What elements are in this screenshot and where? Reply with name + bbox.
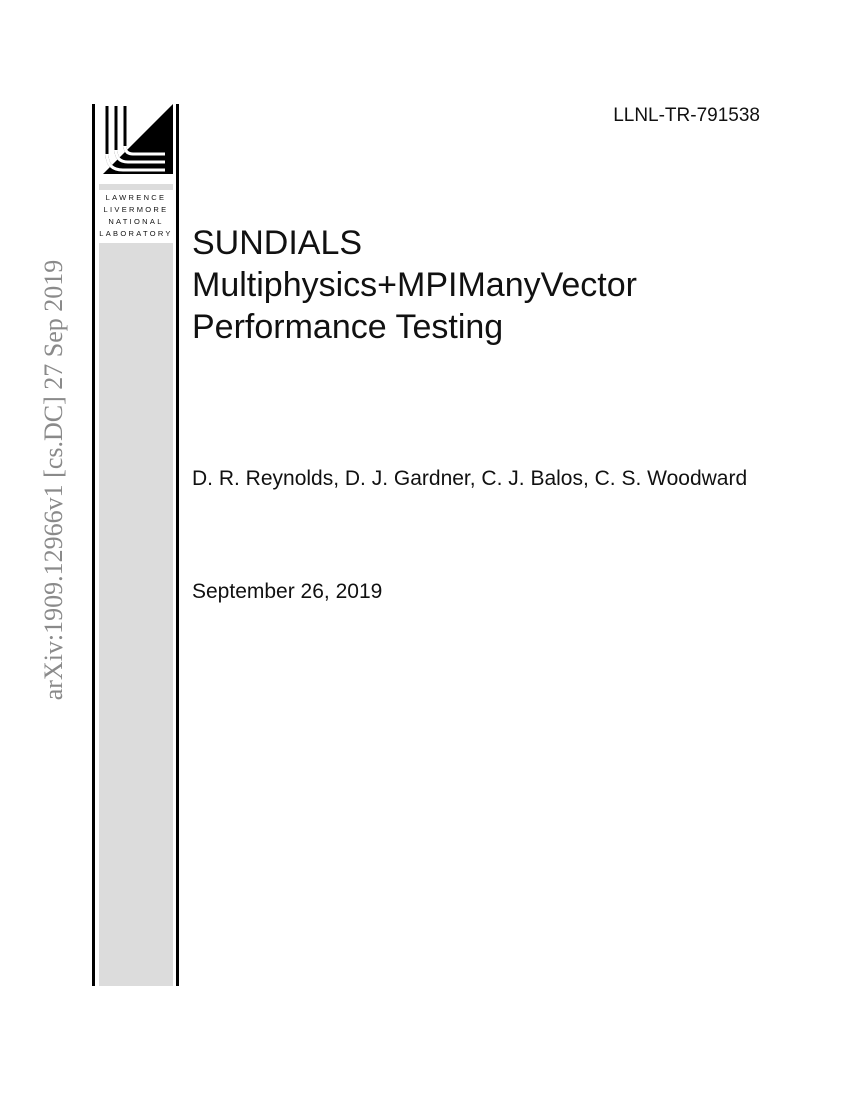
report-date: September 26, 2019 (192, 580, 383, 603)
title-line: Performance Testing (192, 308, 504, 346)
lab-name-line: NATIONAL (108, 217, 164, 226)
report-number: LLNL-TR-791538 (613, 105, 760, 126)
left-vertical-rule (92, 104, 95, 986)
arxiv-identifier-stamp: arXiv:1909.12966v1 [cs.DC] 27 Sep 2019 (39, 259, 68, 701)
lab-name-block (99, 190, 173, 243)
title-line: Multiphysics+MPIManyVector (192, 266, 637, 304)
title-line: SUNDIALS (192, 224, 363, 262)
lab-name-line: LIVERMORE (103, 205, 169, 214)
lab-name-line: LABORATORY (99, 229, 173, 238)
report-title (192, 222, 812, 348)
llnl-logo-icon (99, 104, 173, 184)
lab-name-line: LAWRENCE (105, 193, 167, 202)
author-list: D. R. Reynolds, D. J. Gardner, C. J. Balos, C. S. Woodward (192, 467, 748, 490)
right-vertical-rule (176, 104, 179, 986)
